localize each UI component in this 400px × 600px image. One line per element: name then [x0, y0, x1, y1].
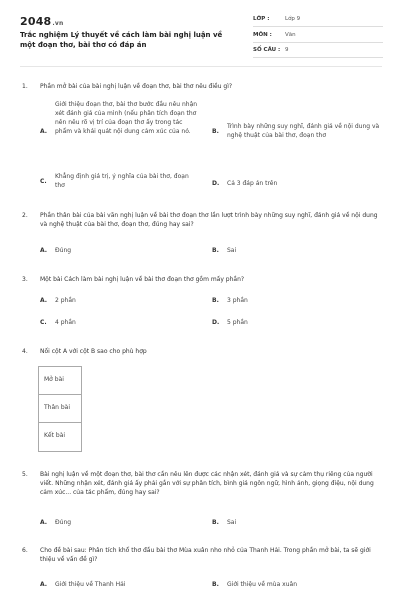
- q3-option-d[interactable]: D. 5 phần: [212, 319, 248, 326]
- column-a-item-than-bai[interactable]: Thân bài: [38, 394, 82, 424]
- q3-option-b[interactable]: B. 3 phần: [212, 297, 248, 304]
- q1-option-d[interactable]: D. Cả 3 đáp án trên: [212, 180, 278, 187]
- q1-option-b[interactable]: B. Trình bày những suy nghĩ, đánh giá về nội dung và nghệ thuật của bài thơ, đoạn thơ: [212, 123, 380, 139]
- header-divider: [20, 66, 382, 67]
- q5-option-a[interactable]: A. Đúng: [40, 519, 72, 526]
- page-header: [0, 0, 400, 66]
- q2-option-b[interactable]: B. Sai: [212, 247, 237, 254]
- q2-option-a[interactable]: A. Đúng: [40, 247, 72, 254]
- q3-option-a[interactable]: A. 2 phần: [40, 297, 76, 304]
- meta-subject: MÔN : Văn: [253, 30, 383, 43]
- q1-option-a[interactable]: A. Giới thiệu đoạn thơ, bài thơ bước đầu nêu nhận xét đánh giá của mình (nếu phân tích đoạn thơ nên nêu rõ vị trí của đoạn thơ ấy trong tác phẩm và khái quát nội dung cảm xúc của nó.: [40, 101, 198, 135]
- column-a-item-ket-bai[interactable]: Kết bài: [38, 422, 82, 452]
- q5-option-b[interactable]: B. Sai: [212, 519, 237, 526]
- q6-option-a[interactable]: A. Giới thiệu về Thanh Hải: [40, 581, 126, 588]
- column-a-item-mo-bai[interactable]: Mở bài: [38, 366, 82, 396]
- q3-option-c[interactable]: C. 4 phần: [40, 319, 76, 326]
- meta-class: LỚP : Lớp 9: [253, 14, 383, 27]
- page-title: Trắc nghiệm Lý thuyết về cách làm bài nghị luận về một đoạn thơ, bài thơ có đáp án: [20, 31, 223, 49]
- site-logo[interactable]: 2048.vn: [20, 15, 64, 28]
- meta-question-count: SỐ CÂU : 9: [253, 45, 383, 58]
- q6-option-b[interactable]: B. Giới thiệu về mùa xuân: [212, 581, 297, 588]
- q1-option-c[interactable]: C. Khẳng định giá trị, ý nghĩa của bài thơ, đoạn thơ: [40, 173, 189, 189]
- quiz-page: 2048.vn Trắc nghiệm Lý thuyết về cách làm bài nghị luận về một đoạn thơ, bài thơ có đáp án LỚP : Lớp 9 MÔN : Văn SỐ CÂU : 9 1. Phần mở bài của bài nghị luận về đoạn thơ, bài thơ nêu điều gì? A. Giới thiệu đoạn thơ, bài thơ bước đầu nêu nhận xét đánh giá của mình (nếu phân tích đoạn thơ nên nêu rõ vị trí của đoạn thơ ấy trong tác phẩm và khái quát nội dung cảm xúc của nó. B. Trình bày những suy nghĩ, đánh giá về nội dung và nghệ thuật của bài thơ, đoạn thơ C. Khẳng định giá trị, ý nghĩa của bài thơ, đoạn thơ D. Cả 3 đáp án trên 2. Phần thân bài của bài văn nghị luận về bài thơ đoạn thơ lần lượt trình bày những suy nghĩ, đánh giá về nội dung và nghệ thuật của bài thơ, đoạn thơ, đúng hay sai? A. Đúng B. Sai 3. Một bài Cách làm bài nghị luận về bài thơ đoạn thơ gồm mấy phần? A. 2 phần B. 3 phần C. 4 phần D. 5 phần 4. Nối cột A với cột B sao cho phù hợp Mở bài Thân bài Kết bài 5. Bài nghị luận về một đoạn thơ, bài thơ cần nêu lên được các nhận xét, đánh giá và sự cảm thụ riêng của người viết. Những nhận xét, đánh giá ấy phải gắn với sự phân tích, bình giá ngôn ngữ, hình ảnh, giọng điệu, nội dung cảm xúc... của tác phẩm, đúng hay sai? A. Đúng B. Sai 6. Cho đề bài sau: Phân tích khổ thơ đầu bài thơ Mùa xuân nho nhỏ của Thanh Hải. Trong phần mở bài, ta sẽ giới thiệu về vấn đề gì? A. Giới thiệu về Thanh Hải B. Giới thiệu về mùa xuân: [0, 0, 400, 600]
